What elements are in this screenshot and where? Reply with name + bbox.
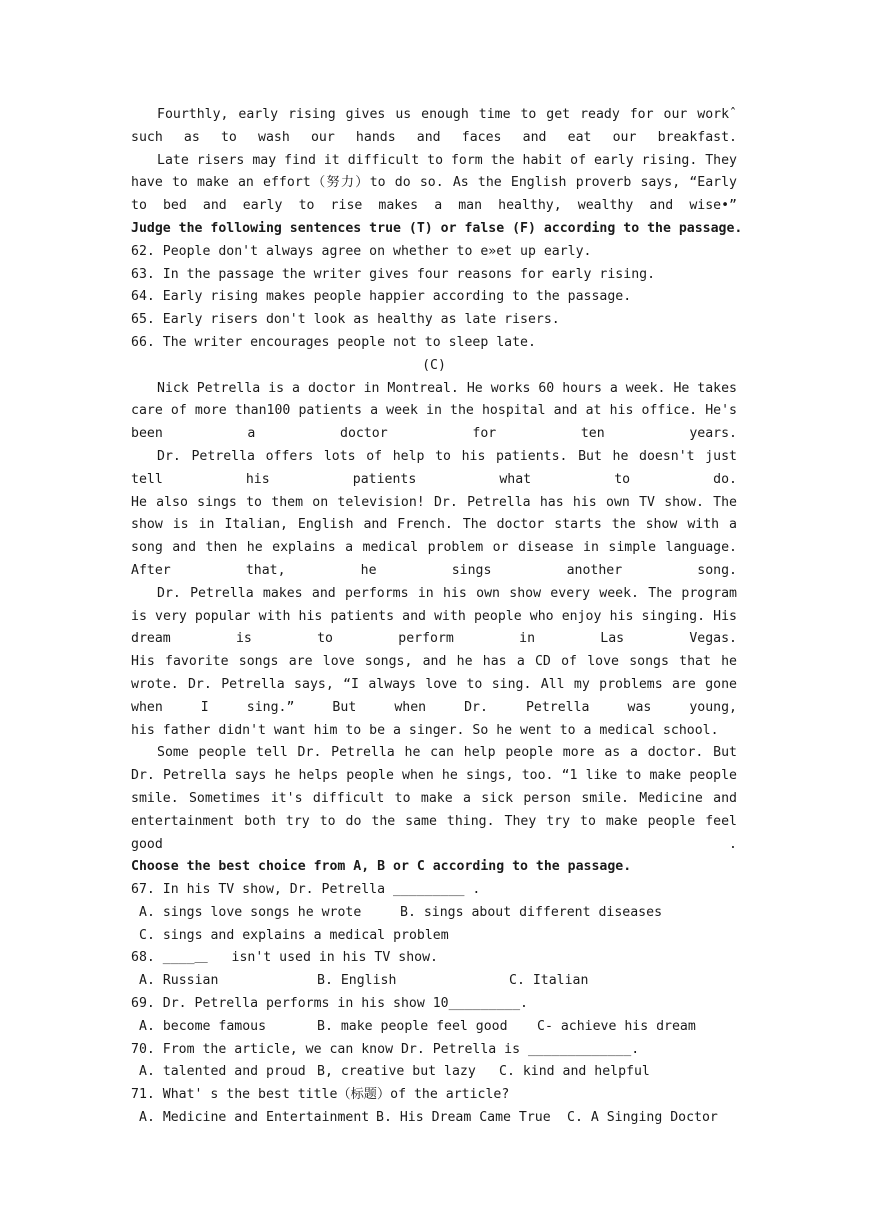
text-line: Fourthly, early rising gives us enough time to get ready for our workˆ such as (131, 107, 737, 145)
text-line: to wash our hands and faces and eat our breakfast. (220, 129, 737, 145)
option-b: B. His Dream Came True (376, 1110, 551, 1126)
question-69-stem: 69. Dr. Petrella performs in his show 10_________. (131, 996, 528, 1012)
question-63: 63. In the passage the writer gives four reasons for early rising. (131, 266, 656, 282)
option-c: C. sings and explains a medical problem (139, 927, 449, 943)
text-line: Dr. Petrella offers lots of help to his patients. But he doesn't just tell his (131, 448, 737, 487)
option-b: B. English (317, 973, 397, 989)
exam-page (131, 104, 743, 1130)
option-a: A. talented and proud (139, 1064, 306, 1080)
text-line: He also sings to them on television! Dr. Petrella has his own TV show. The show is (131, 494, 737, 533)
paragraph-c-6: his father didn't want him to be a singer. So he went to a medical school. (131, 722, 719, 738)
text-line: of more than100 patients a week in the hospital and at his office. He's been a doctor (131, 403, 737, 442)
text-line: says he helps people when he sings, too. “1 like to make people smile. Sometimes (131, 768, 737, 806)
question-66: 66. The writer encourages people not to sleep late. (131, 334, 536, 350)
text-line: when Dr. Petrella was young, (394, 699, 737, 715)
paragraph-late-risers (131, 150, 737, 218)
text-line: Petrella says, “I always love to sing. All my problems are gone when I sing.” But (131, 676, 737, 715)
option-a: A. Russian (139, 973, 219, 989)
option-c: C. A Singing Doctor (567, 1110, 718, 1126)
question-62: 62. People don't always agree on whether to e»et up early. (131, 243, 592, 259)
text-line: Late risers may find it difficult to form the habit of early rising. They have (131, 152, 737, 191)
text-line: patients what to do. (352, 471, 737, 487)
paragraph-c-1 (131, 378, 737, 446)
text-line: to make an effort（努力）to do so. As the English proverb says, “Early to bed and (131, 175, 737, 214)
question-71-options (131, 1107, 737, 1130)
text-line: in Italian, English and French. The doctor starts the show with a song and then he (131, 517, 737, 556)
option-b: B. make people feel good (317, 1018, 508, 1034)
passage-c-label: (C) (422, 357, 446, 373)
question-64: 64. Early rising makes people happier according to the passage. (131, 289, 632, 305)
option-a: A. become famous (139, 1018, 267, 1034)
text-line: Some people tell Dr. Petrella he can help people more as a doctor. But Dr. Petrella (131, 745, 737, 784)
question-67-options (131, 902, 737, 925)
text-line: popular with his patients and with people who enjoy his singing. His dream is to (131, 608, 737, 647)
option-c: C. kind and helpful (499, 1064, 650, 1080)
paragraph-c-5 (131, 651, 737, 719)
question-68-stem: 68. ____＿ isn't used in his TV show. (131, 950, 438, 966)
option-a: A. Medicine and Entertainment (139, 1110, 370, 1126)
text-line: Dr. Petrella makes and performs in his own show every week. The program is very (131, 585, 737, 624)
paragraph-c-4 (131, 583, 737, 651)
text-line: explains a medical problem or disease in simple language. After that, he sings (131, 540, 737, 578)
question-68-options (131, 970, 737, 993)
question-70-options (131, 1061, 737, 1084)
question-69-options (131, 1016, 737, 1039)
text-line: another song. (566, 562, 737, 578)
paragraph-early-rising-fourthly (131, 104, 737, 150)
question-67-option-c-line (131, 925, 737, 948)
option-a: A. sings love songs he wrote (139, 904, 362, 920)
section-b-instruction: Judge the following sentences true (T) or false (F) according to the passage. (131, 220, 743, 236)
option-b: B. sings about different diseases (400, 904, 663, 920)
question-65: 65. Early risers don't look as healthy as late risers. (131, 312, 560, 328)
text-line: His favorite songs are love songs, and he has a CD of love songs that he wrote. Dr. (131, 654, 737, 692)
paragraph-c-2 (131, 446, 737, 492)
text-line: early to rise makes a man healthy, wealthy and wise•” (242, 198, 737, 214)
paragraph-c-7 (131, 742, 737, 856)
question-71-stem: 71. What' s the best title（标题）of the article? (131, 1087, 510, 1103)
text-line: for ten years. (472, 426, 737, 442)
question-70-stem: 70. From the article, we can know Dr. Petrella is _____________. (131, 1041, 640, 1057)
option-c: C- achieve his dream (537, 1018, 696, 1034)
text-line: do the same thing. They try to make people feel good . (131, 813, 737, 852)
question-67-stem: 67. In his TV show, Dr. Petrella _________ . (131, 882, 481, 898)
text-line: it's difficult to make a sick person smile. Medicine and entertainment both try to (131, 790, 737, 829)
section-c-instruction: Choose the best choice from A, B or C according to the passage. (131, 859, 632, 875)
text-line: Nick Petrella is a doctor in Montreal. He works 60 hours a week. He takes care (131, 380, 737, 419)
paragraph-c-3 (131, 492, 737, 583)
option-b: B, creative but lazy (317, 1064, 476, 1080)
option-c: C. Italian (509, 973, 589, 989)
text-line: perform in Las Vegas. (398, 631, 737, 647)
